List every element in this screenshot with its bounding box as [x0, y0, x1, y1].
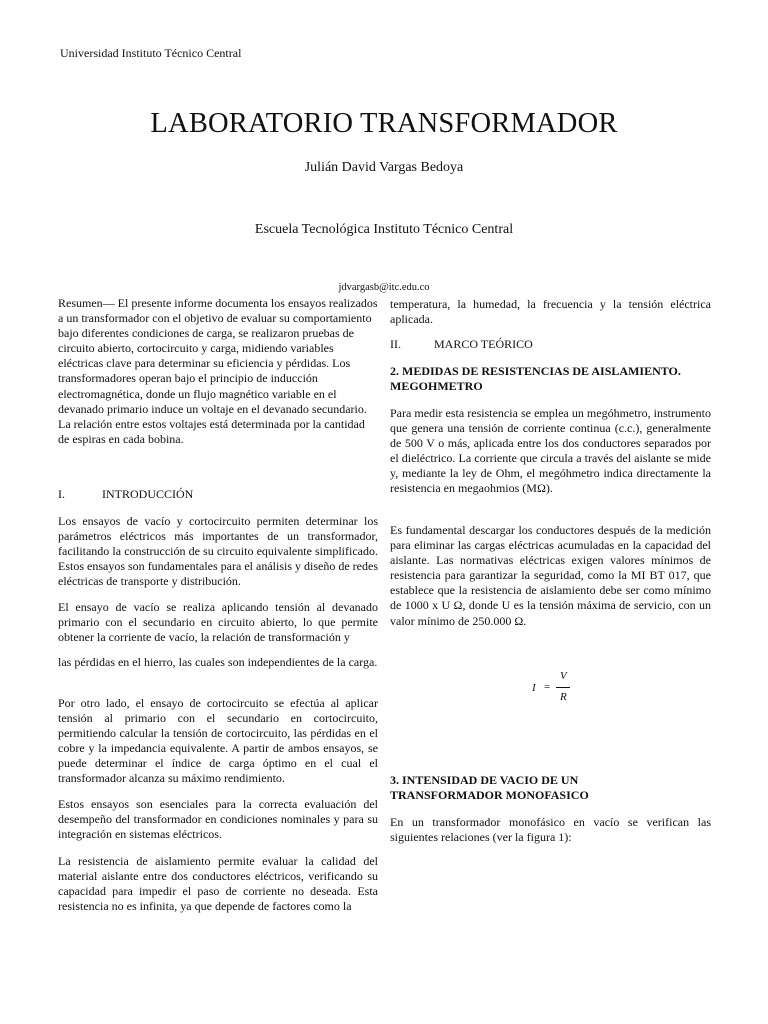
author-email: jdvargasb@itc.edu.co [338, 282, 430, 293]
equation-denominator: R [560, 691, 567, 703]
equation-numerator: V [560, 670, 567, 682]
intro-paragraph-4 [58, 696, 378, 787]
section-title: MARCO TEÓRICO [434, 337, 533, 351]
section-marco-teorico-heading [390, 337, 711, 352]
subsection-2-heading: 2. MEDIDAS DE RESISTENCIAS DE AISLAMIENTO. MEGOHMETRO [390, 364, 681, 394]
equation-lhs: I [532, 682, 536, 694]
subsection-3-heading: 3. INTENSIDAD DE VACIO DE UN TRANSFORMADOR MONOFASICO [390, 773, 589, 803]
intro-paragraph-1 [58, 514, 378, 589]
paragraph-text: En un transformador monofásico en vacío se verifican las siguientes relaciones (ver la figura 1): [390, 815, 711, 845]
intro-paragraph-5 [58, 797, 378, 842]
paper-title: LABORATORIO TRANSFORMADOR [150, 108, 618, 139]
running-header: Universidad Instituto Técnico Central [60, 46, 242, 60]
marco-paragraph-1 [390, 406, 711, 497]
paragraph-text: Estos ensayos son esenciales para la correcta evaluación del desempeño del transformador en condiciones nominales y para su integración en sistemas eléctricos. [58, 797, 378, 842]
marco-paragraph-3 [390, 815, 711, 845]
paragraph-text: temperatura, la humedad, la frecuencia y la tensión eléctrica aplicada. [390, 297, 711, 327]
paragraph-text: El ensayo de vacío se realiza aplicando tensión al devanado primario con el secundario en circuito abierto, lo que permite obtener la corriente de vacío, la relación de transformación y [58, 600, 378, 645]
marco-paragraph-2 [390, 523, 711, 629]
fraction-bar [556, 687, 570, 688]
section-number: I. [58, 487, 65, 501]
author-name: Julián David Vargas Bedoya [304, 160, 464, 175]
continued-paragraph [390, 297, 711, 327]
paragraph-text: Es fundamental descargar los conductores después de la medición para eliminar las cargas eléctricas acumuladas en la capacidad del aislante. Las normativas eléctricas exigen valores mínimos de resistencia para garantizar la seguridad, como la MI BT 017, que establece que la resistencia de aislamiento debe ser como mínimo de 1000 x U Ω, donde U es la tensión máxima de servicio, con un valor mínimo de 250.000 Ω. [390, 523, 711, 628]
abstract [58, 296, 378, 447]
section-number: II. [390, 337, 401, 351]
paragraph-text: Por otro lado, el ensayo de cortocircuito se efectúa al aplicar tensión al primario con el secundario en cortocircuito, permitiendo calcular la tensión de cortocircuito, las pérdidas en el cobre y la impedancia equivalente. A partir de ambos ensayos, se puede determinar el índice de carga óptimo en el cual el transformador alcanza su máximo rendimiento. [58, 696, 378, 786]
paragraph-text: Para medir esta resistencia se emplea un megóhmetro, instrumento que genera una tensión de corriente continua (c.c.), generalmente de 500 V o más, aplicada entre los dos conductores separados por el dieléctrico. La corriente que circula a través del aislante se mide y, mediante la ley de Ohm, el megóhmetro indica directamente la resistencia en megaohmios (MΩ). [390, 406, 711, 496]
abstract-text: Resumen— El presente informe documenta los ensayos realizados a un transformador con el objetivo de evaluar su comportamiento bajo diferentes condiciones de carga, se realizaron pruebas de circuito abierto, cortocircuito y carga, midiendo variables eléctricas clave para determinar su eficiencia y pérdidas. Los transformadores operan bajo el principio de inducción electromagnética, donde un flujo magnético variable en el devanado primario induce un voltaje en el devanado secundario. La relación entre estos voltajes está determinada por la cantidad de espiras en cada bobina. [58, 296, 378, 446]
intro-paragraph-3 [58, 655, 378, 670]
paragraph-text: La resistencia de aislamiento permite evaluar la calidad del material aislante entre dos conductores eléctricos, verificando su capacidad para impedir el paso de corriente no deseada. Esta resistencia no es infinita, ya que depende de factores como la [58, 854, 378, 914]
ohms-law-equation [530, 670, 590, 710]
affiliation: Escuela Tecnológica Instituto Técnico Central [254, 222, 514, 237]
paragraph-text: las pérdidas en el hierro, las cuales son independientes de la carga. [58, 655, 378, 669]
intro-paragraph-6 [58, 854, 378, 914]
intro-paragraph-2 [58, 600, 378, 645]
paragraph-text: Los ensayos de vacío y cortocircuito permiten determinar los parámetros eléctricos más importantes de un transformador, facilitando la construcción de su circuito equivalente simplificado. Estos ensayos son fundamentales para el análisis y diseño de redes eléctricas de transporte y distribución. [58, 514, 378, 589]
section-introduccion-heading [58, 487, 378, 502]
equation-equals: = [544, 681, 551, 693]
section-title: INTRODUCCIÓN [102, 487, 194, 501]
